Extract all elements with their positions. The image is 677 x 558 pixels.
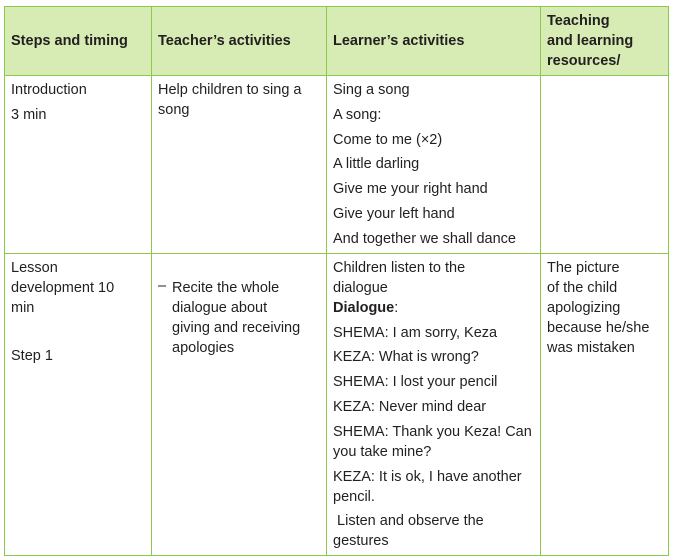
steps-cell: [5, 76, 152, 254]
teacher-activity-item: [158, 278, 320, 358]
step-label: Introduction: [11, 82, 87, 98]
dialogue-line: you take mine?: [333, 443, 432, 460]
dialogue-line: KEZA: It is ok, I have another: [333, 468, 522, 485]
teacher-activity-line: dialogue about: [172, 299, 268, 316]
header-learner: Learner’s activities: [327, 7, 541, 76]
table-row-introduction: [5, 76, 669, 254]
dialogue-heading: [333, 298, 534, 318]
dialogue-line: SHEMA: I am sorry, Keza: [333, 324, 498, 341]
dash-bullet: –: [158, 277, 167, 294]
teacher-activity-text: [172, 278, 300, 358]
resource-line: apologizing: [547, 299, 621, 316]
learner-cell: [327, 76, 541, 254]
resource-line: was mistaken: [547, 339, 635, 356]
song-line: A little darling: [333, 156, 420, 173]
step-number: Step 1: [11, 347, 53, 364]
song-line: Give me your right hand: [333, 181, 488, 198]
spacer: [158, 258, 320, 278]
step-label: development 10: [11, 279, 115, 296]
header-resources-line: Teaching: [547, 13, 610, 29]
step-timing: 3 min: [11, 106, 47, 123]
teacher-cell: [152, 76, 327, 254]
teacher-activity-line: apologies: [172, 339, 235, 356]
dialogue-line: SHEMA: Thank you Keza! Can: [333, 423, 532, 440]
step-label: Lesson: [11, 259, 58, 276]
dialogue-line: SHEMA: I lost your pencil: [333, 374, 498, 391]
lesson-plan-table: [4, 6, 669, 556]
table-row-lesson-development: [5, 253, 669, 556]
learner-activity-line: gestures: [333, 533, 389, 550]
teacher-cell: [152, 253, 327, 556]
dialogue-colon: :: [394, 299, 399, 316]
step-timing: min: [11, 299, 35, 316]
resources-cell: [541, 76, 669, 254]
dialogue-label: Dialogue: [333, 299, 395, 316]
teacher-activity-line: Recite the whole: [172, 279, 280, 296]
resources-cell: [541, 253, 669, 556]
learner-activity-line: Sing a song: [333, 82, 410, 98]
resource-line: because he/she: [547, 319, 650, 336]
teacher-activity-line: giving and receiving: [172, 319, 301, 336]
song-line: Give your left hand: [333, 205, 455, 222]
steps-cell: [5, 253, 152, 556]
header-resources: [541, 7, 669, 76]
header-teacher: Teacher’s activities: [152, 7, 327, 76]
learner-activity-line: A song:: [333, 106, 382, 123]
header-resources-line: and learning: [547, 33, 634, 49]
learner-activity-line: Children listen to the: [333, 259, 466, 276]
header-resources-line: resources/: [547, 53, 621, 69]
song-line: Come to me (×2): [333, 131, 443, 148]
dialogue-line: KEZA: What is wrong?: [333, 349, 479, 366]
dialogue-line: KEZA: Never mind dear: [333, 398, 487, 415]
learner-activity-line: Listen and observe the: [333, 513, 484, 530]
resource-line: of the child: [547, 279, 618, 296]
spacer: [11, 318, 145, 346]
learner-activity-line: dialogue: [333, 279, 388, 296]
song-line: And together we shall dance: [333, 230, 516, 247]
teacher-activity-line: Help children to sing a: [158, 82, 302, 98]
resource-line: The picture: [547, 259, 620, 276]
header-row: [5, 7, 669, 76]
dialogue-line: pencil.: [333, 488, 375, 505]
learner-cell: [327, 253, 541, 556]
header-steps: Steps and timing: [5, 7, 152, 76]
teacher-activity-line: song: [158, 102, 190, 118]
